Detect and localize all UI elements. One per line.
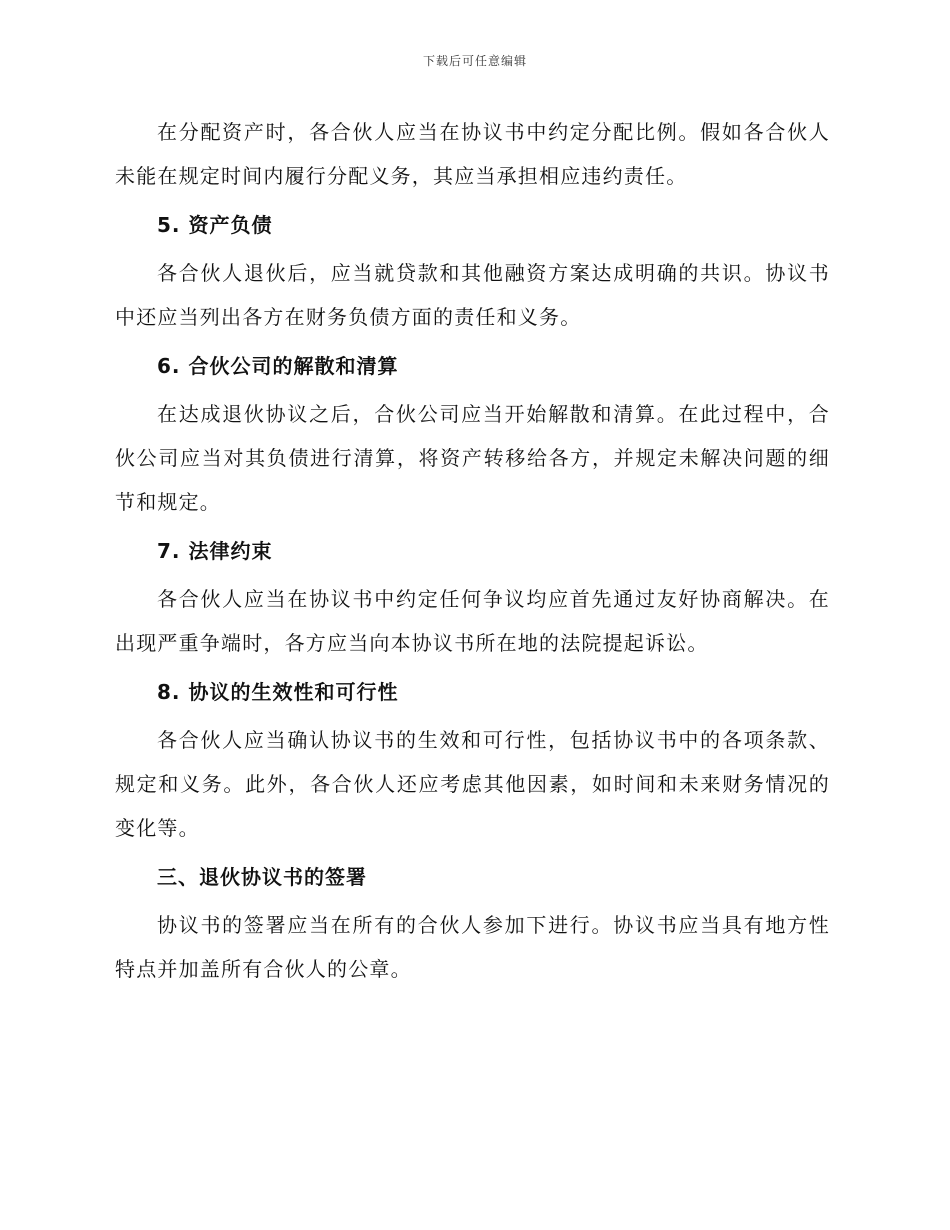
page-header: 下载后可任意编辑 [422, 54, 527, 68]
paragraph-signing: 协议书的签署应当在所有的合伙人参加下进行。协议书应当具有地方性特点并加盖所有合伙人的公章。 [115, 913, 830, 981]
heading-assets-liabilities: 5. 资产负债 [157, 213, 273, 237]
paragraph-asset-distribution: 在分配资产时，各合伙人应当在协议书中约定分配比例。假如各合伙人未能在规定时间内履行分配义务，其应当承担相应违约责任。 [115, 120, 830, 188]
paragraph-assets-liabilities: 各合伙人退伙后，应当就贷款和其他融资方案达成明确的共识。协议书中还应当列出各方在财务负债方面的责任和义务。 [115, 261, 830, 329]
heading-signing: 三、退伙协议书的签署 [157, 865, 367, 889]
heading-validity-feasibility: 8. 协议的生效性和可行性 [157, 680, 399, 704]
heading-dissolution-liquidation: 6. 合伙公司的解散和清算 [157, 354, 399, 378]
paragraph-legal-constraints: 各合伙人应当在协议书中约定任何争议均应首先通过友好协商解决。在出现严重争端时，各方应当向本协议书所在地的法院提起诉讼。 [115, 587, 830, 655]
paragraph-validity-feasibility: 各合伙人应当确认协议书的生效和可行性，包括协议书中的各项条款、规定和义务。此外，各合伙人还应考虑其他因素，如时间和未来财务情况的变化等。 [115, 728, 830, 840]
heading-legal-constraints: 7. 法律约束 [157, 539, 273, 563]
paragraph-dissolution-liquidation: 在达成退伙协议之后，合伙公司应当开始解散和清算。在此过程中，合伙公司应当对其负债进行清算，将资产转移给各方，并规定未解决问题的细节和规定。 [115, 402, 830, 514]
document-body [115, 110, 830, 991]
